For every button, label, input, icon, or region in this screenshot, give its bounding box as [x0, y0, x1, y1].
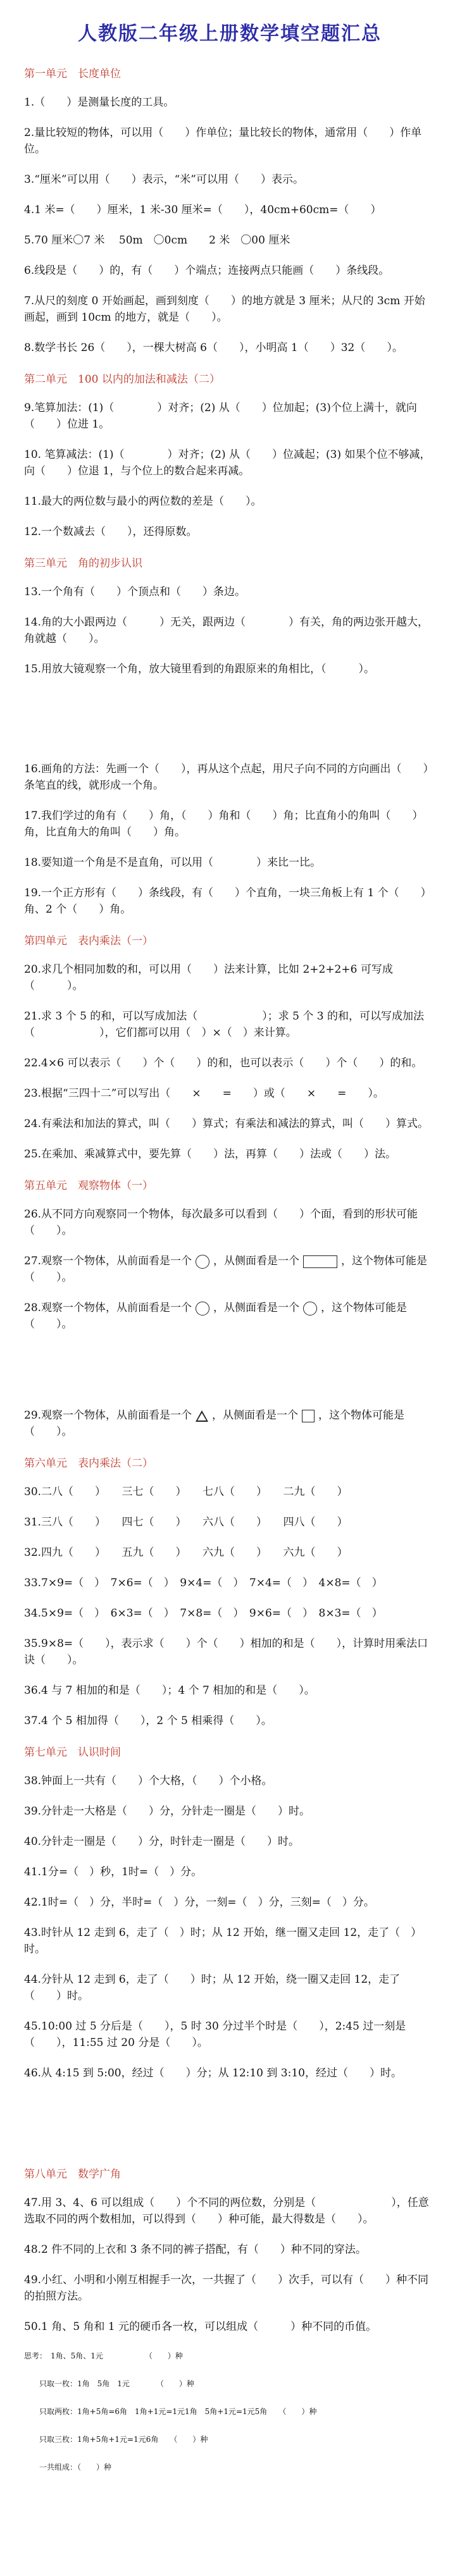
triangle-shape-icon	[196, 1410, 208, 1422]
worked-example-line: 思考： 1角、5角、1元 （ ）种	[24, 2351, 183, 2360]
section-heading-unit-4: 第四单元 表内乘法（一）	[24, 935, 153, 947]
question-18: 18.要知道一个角是不是直角，可以用（ ）来比一比。	[24, 856, 321, 869]
question-10: 10. 笔算减法：(1)（ ）对齐；(2) 从（ ）位减起；(3) 如果个位不够减，向（ ）位退 1，与个位上的数合起来再减。	[24, 448, 431, 478]
question-20: 20.求几个相同加数的和，可以用（ ）法来计算，比如 2+2+2+6 可写成（ ）。	[24, 963, 393, 992]
question-4: 4.1 米=（ ）厘米，1 米-30 厘米=（ ），40cm+60cm=（ ）	[24, 204, 382, 216]
question-26: 26.从不同方向观察同一个物体，每次最多可以看到（ ）个面，看到的形状可能（ ）。	[24, 1208, 418, 1237]
question-5: 5.70 厘米〇7 米 50m 〇0cm 2 米 〇00 厘米	[24, 234, 290, 247]
question-21: 21.求 3 个 5 的和，可以写成加法（ ）；求 5 个 3 的和，可以写成加法（ ），它们都可以用（ ）×（ ）来计算。	[24, 1010, 425, 1039]
question-29-part-a: 29.观察一个物体，从前面看是一个	[24, 1409, 192, 1422]
question-28-part-a: 28.观察一个物体，从前面看是一个	[24, 1302, 192, 1314]
section-heading-unit-8: 第八单元 数学广角	[24, 2168, 121, 2181]
question-38: 38.钟面上一共有（ ）个大格，（ ）个小格。	[24, 1775, 273, 1787]
question-7: 7.从尺的刻度 0 开始画起，画到刻度（ ）的地方就是 3 厘米；从尺的 3cm 开始画起，画到 10cm 的地方，就是（ ）。	[24, 295, 425, 324]
question-15: 15.用放大镜观察一个角，放大镜里看到的角跟原来的角相比，（ ）。	[24, 663, 375, 675]
circle-shape-icon	[303, 1302, 317, 1316]
question-28	[24, 1300, 435, 1333]
question-39: 39.分针走一大格是（ ）分，分针走一圈是（ ）时。	[24, 1805, 311, 1818]
question-25: 25.在乘加、乘减算式中，要先算（ ）法，再算（ ）法或（ ）法。	[24, 1148, 397, 1161]
question-6: 6.线段是（ ）的，有（ ）个端点；连接两点只能画（ ）条线段。	[24, 264, 390, 277]
question-40: 40.分针走一圈是（ ）分，时针走一圈是（ ）时。	[24, 1835, 300, 1848]
question-29-part-b: ，从侧面看是一个	[212, 1409, 299, 1422]
question-14: 14.角的大小跟两边（ ）无关，跟两边（ ）有关，角的两边张开越大，角就越（ ）。	[24, 616, 429, 645]
section-heading-unit-7: 第七单元 认识时间	[24, 1746, 121, 1759]
document	[24, 18, 435, 2488]
question-37: 37.4 个 5 相加得（ ），2 个 5 相乘得（ ）。	[24, 1715, 272, 1727]
question-35: 35.9×8=（ ），表示求（ ）个（ ）相加的和是（ ），计算时用乘法口诀（ ）。	[24, 1637, 428, 1667]
section-heading-unit-6: 第六单元 表内乘法（二）	[24, 1457, 153, 1470]
section-heading-unit-2: 第二单元 100 以内的加法和减法（二）	[24, 373, 220, 386]
section-heading-unit-3: 第三单元 角的初步认识	[24, 557, 142, 570]
question-49: 49.小红、小明和小刚互相握手一次，一共握了（ ）次手，可以有（ ）种不同的拍照方法。	[24, 2274, 429, 2303]
question-9: 9.笔算加法：(1)（ ）对齐；(2) 从（ ）位加起；(3)个位上满十，就向（ ）位进 1。	[24, 402, 417, 431]
rectangle-shape-icon	[303, 1255, 337, 1268]
question-19: 19.一个正方形有（ ）条线段，有（ ）个直角，一块三角板上有 1 个（ ）角、2 个（ ）角。	[24, 887, 432, 916]
question-41: 41.1分=（ ）秒，1时=（ ）分。	[24, 1866, 203, 1878]
question-24: 24.有乘法和加法的算式，叫（ ）算式；有乘法和减法的算式，叫（ ）算式。	[24, 1118, 429, 1130]
question-3: 3.“厘米”可以用（ ）表示，“米”可以用（ ）表示。	[24, 173, 304, 186]
question-11: 11.最大的两位数与最小的两位数的差是（ ）。	[24, 495, 262, 508]
worked-example-line: 一共组成：（ ）种	[24, 2463, 112, 2472]
question-28-part-b: ，从侧面看是一个	[213, 1302, 300, 1314]
worked-example-line: 只取一枚：1角 5角 1元 （ ）种	[24, 2379, 194, 2388]
question-36: 36.4 与 7 相加的和是（ ）；4 个 7 相加的和是（ ）。	[24, 1684, 315, 1697]
question-22: 22.4×6 可以表示（ ）个（ ）的和，也可以表示（ ）个（ ）的和。	[24, 1057, 423, 1069]
question-23: 23.根据“三四十二”可以写出（ × = ）或（ × = ）。	[24, 1087, 384, 1100]
question-29-part-c: ，这个物体可能是（ ）。	[24, 1409, 405, 1438]
question-12: 12.一个数减去（ ），还得原数。	[24, 526, 197, 538]
question-45: 45.10:00 过 5 分后是（ ），5 时 30 分过半个时是（ ），2:45 过一刻是（ ），11:55 过 20 分是（ ）。	[24, 2020, 406, 2049]
question-1: 1.（ ）是测量长度的工具。	[24, 96, 175, 109]
section-heading-unit-1: 第一单元 长度单位	[24, 68, 121, 80]
question-42: 42.1时=（ ）分，半时=（ ）分，一刻=（ ）分，三刻=（ ）分。	[24, 1896, 375, 1909]
document-title: 人教版二年级上册数学填空题汇总	[78, 23, 382, 45]
question-44: 44.分针从 12 走到 6，走了（ ）时；从 12 开始，绕一圈又走回 12，走了（ ）时。	[24, 1973, 401, 2002]
question-33: 33.7×9=（ ） 7×6=（ ） 9×4=（ ） 7×4=（ ） 4×8=（ ）	[24, 1577, 383, 1589]
page-gap	[24, 691, 435, 761]
question-46: 46.从 4:15 到 5:00，经过（ ）分；从 12:10 到 3:10，经过（ ）时。	[24, 2067, 402, 2080]
question-31: 31.三八（ ） 四七（ ） 六八（ ） 四八（ ）	[24, 1516, 348, 1529]
question-48: 48.2 件不同的上衣和 3 条不同的裤子搭配，有（ ）种不同的穿法。	[24, 2243, 366, 2256]
circle-shape-icon	[196, 1302, 209, 1316]
worked-example-line: 只取两枚：1角+5角=6角 1角+1元=1元1角 5角+1元=1元5角 （ ）种	[24, 2407, 317, 2416]
question-30: 30.二八（ ） 三七（ ） 七八（ ） 二九（ ）	[24, 1486, 348, 1498]
page-gap	[24, 2095, 435, 2165]
question-16: 16.画角的方法：先画一个（ ），再从这个点起，用尺子向不同的方向画出（ ）条笔直的线，就形成一个角。	[24, 763, 434, 792]
question-8: 8.数学书长 26（ ），一棵大树高 6（ ），小明高 1（ ）32（ ）。	[24, 342, 403, 354]
question-50: 50.1 角、5 角和 1 元的硬币各一枚，可以组成（ ）种不同的币值。	[24, 2320, 377, 2333]
page-gap	[24, 1347, 435, 1407]
question-28-part-c: ，这个物体可能是（ ）。	[24, 1302, 408, 1331]
square-shape-icon	[302, 1410, 315, 1422]
circle-shape-icon	[196, 1255, 209, 1269]
question-29	[24, 1407, 435, 1440]
question-27	[24, 1253, 435, 1286]
question-27-part-c: ，这个物体可能是（ ）。	[24, 1255, 428, 1284]
section-heading-unit-5: 第五单元 观察物体（一）	[24, 1180, 153, 1192]
question-32: 32.四九（ ） 五九（ ） 六九（ ） 六九（ ）	[24, 1546, 348, 1559]
question-43: 43.时针从 12 走到 6，走了（ ）时；从 12 开始，继一圈又走回 12，走了（ ）时。	[24, 1926, 422, 1956]
question-13: 13.一个角有（ ）个顶点和（ ）条边。	[24, 586, 246, 598]
question-2: 2.量比较短的物体，可以用（ ）作单位；量比较长的物体，通常用（ ）作单位。	[24, 126, 422, 156]
worked-example-line: 只取三枚：1角+5角+1元=1元6角 （ ）种	[24, 2435, 208, 2444]
question-27-part-a: 27.观察一个物体，从前面看是一个	[24, 1255, 192, 1267]
question-34: 34.5×9=（ ） 6×3=（ ） 7×8=（ ） 9×6=（ ） 8×3=（ ）	[24, 1607, 383, 1620]
question-17: 17.我们学过的角有（ ）角，（ ）角和（ ）角；比直角小的角叫（ ）角，比直角大的角叫（ ）角。	[24, 810, 423, 839]
question-47: 47.用 3、4、6 可以组成（ ）个不同的两位数，分别是（ ），任意选取不同的两个数相加，可以得到（ ）种可能，最大得数是（ ）。	[24, 2197, 429, 2226]
question-27-part-b: ，从侧面看是一个	[213, 1255, 300, 1267]
